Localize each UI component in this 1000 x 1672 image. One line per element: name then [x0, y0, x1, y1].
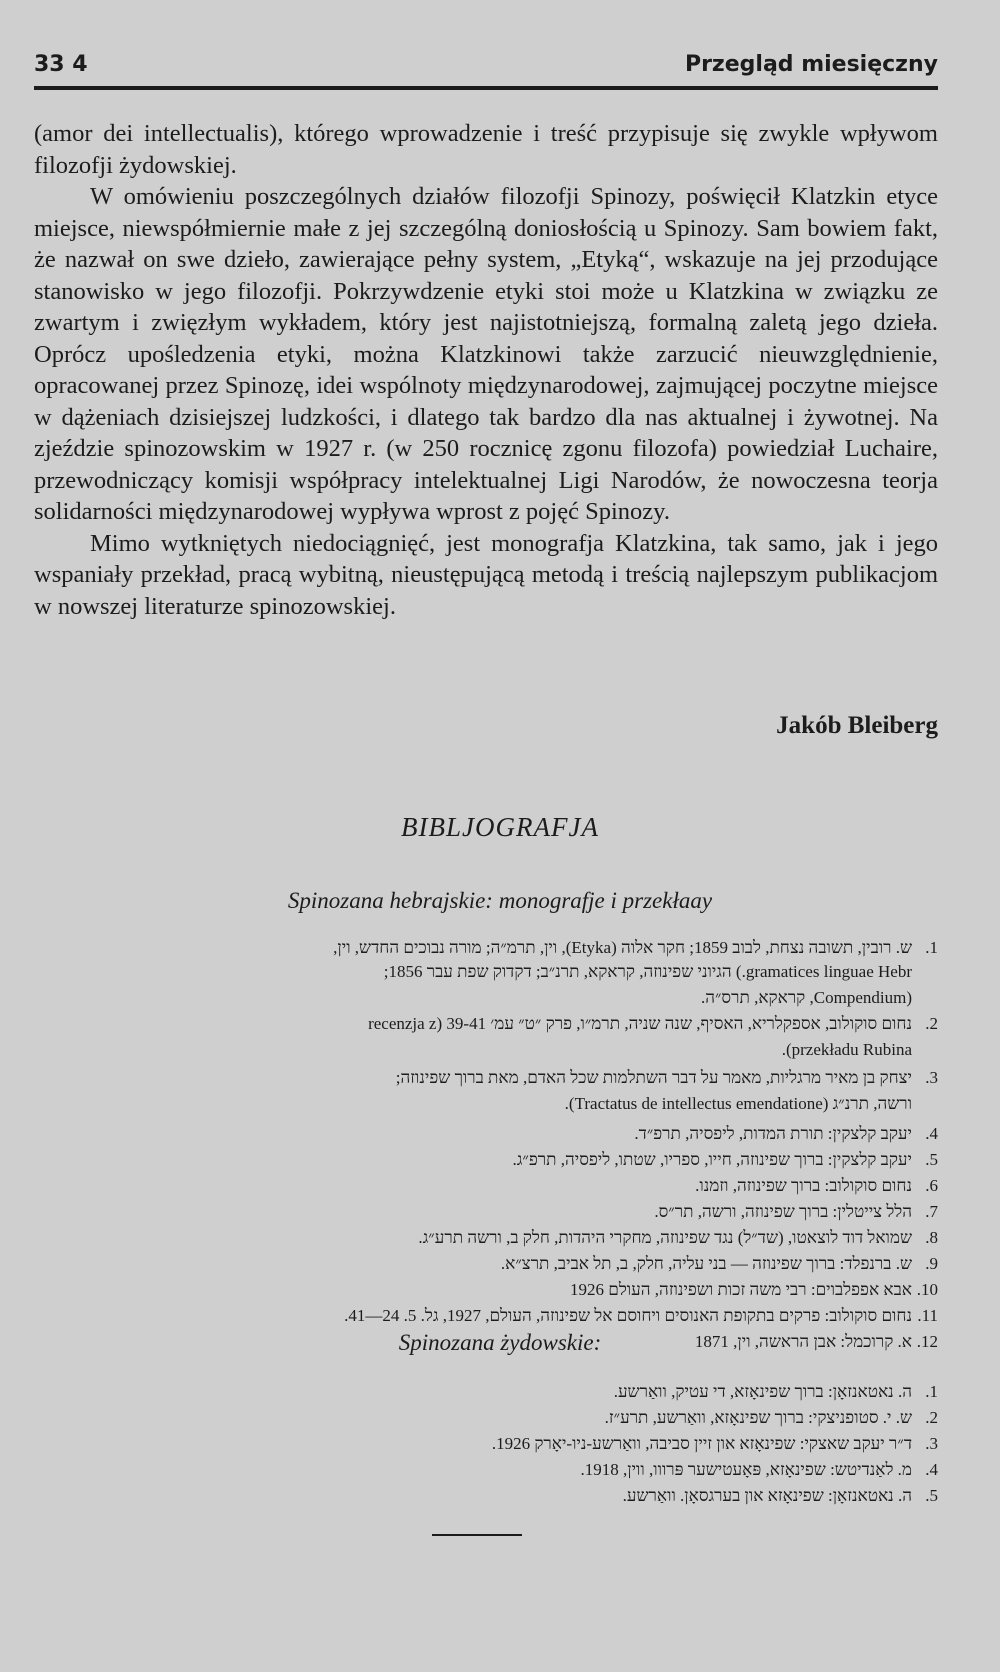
- entry-number: .11: [917, 1306, 938, 1325]
- entry-text: אבא אפפלבוים: רבי משה זכות ושפינוזה, העולם 1926: [569, 1280, 912, 1299]
- entry-text: יצחק בן מאיר מרגליות, מאמר על דבר השתלמות שכל האדם, מאת ברוך שפינוזה;: [395, 1068, 912, 1087]
- entry-number: .10: [916, 1280, 938, 1299]
- entry-text: ה. נאטאנזאָן: ברוך שפינאָזא, די עטיק, וואַרשע.: [613, 1382, 912, 1401]
- entry-text: ורשה, תרנ״ג (Tractatus de intellectus emendatione).: [564, 1094, 912, 1113]
- hebrew-entries: [34, 938, 938, 1358]
- entry-text: ד״ר יעקב שאצקי: שפינאָזא און זיין סביבה, וואַרשע-ניו-יאָרק 1926.: [491, 1434, 912, 1453]
- entry-number: .4: [925, 1124, 938, 1143]
- bib-entry: [34, 1150, 938, 1176]
- bib-entry: [34, 1124, 938, 1150]
- bibliography-title: BIBLJOGRAFJA: [401, 812, 599, 842]
- bib-entry-continuation: [34, 962, 938, 988]
- entry-number: .12: [916, 1332, 938, 1351]
- entry-text: gramatices linguae Hebr.) הגיוני שפינוזה, קראקא, תרנ״ב; דקדוק שפת עבר 1856;: [383, 962, 912, 981]
- entry-number: .3: [925, 1068, 938, 1087]
- bib-entry: [34, 1280, 938, 1306]
- entry-number: .5: [925, 1486, 938, 1505]
- page-number: 33 4: [34, 52, 88, 77]
- entry-text: הלל צייטלין: ברוך שפינוזה, ורשה, תר״ס.: [654, 1202, 912, 1221]
- entry-number: .6: [925, 1176, 938, 1195]
- entry-number: .5: [925, 1150, 938, 1169]
- entry-text: א. קרוכמל: אבן הראשה, וין, 1871: [694, 1332, 912, 1351]
- section-title-hebrew: Spinozana hebrajskie: monografje i przekłaay: [287, 888, 713, 913]
- entry-number: .2: [925, 1408, 938, 1427]
- bib-entry: [34, 1408, 938, 1434]
- paragraph-3: Mimo wytkniętych niedociągnięć, jest monografja Klatzkina, tak samo, jak i jego wspaniały przekład, pracą wybitną, nieustępującą metodą i treścią najlepszym publikacjom w nowszej literaturze spinozowskiej.: [34, 529, 938, 620]
- closing-rule: [432, 1534, 522, 1536]
- entry-text: ה. נאטאנזאָן: שפינאָזא און בערגסאָן. וואַרשע.: [622, 1486, 912, 1505]
- bib-entry: [34, 1228, 938, 1254]
- bib-entry: [34, 1202, 938, 1228]
- page-header: [34, 52, 938, 82]
- bib-entry: [34, 1434, 938, 1460]
- entry-text: ש. ברנפלד: ברוך שפינוזה — בני עליה, חלק, ב, תל אביב, תרצ״א.: [500, 1254, 912, 1273]
- entry-number: .7: [925, 1202, 938, 1221]
- entry-text: יעקב קלצקין: ברוך שפינוזה, חייו, ספריו, שטתו, ליפסיה, תרפ״ג.: [512, 1150, 912, 1169]
- bib-entry: [34, 1460, 938, 1486]
- entry-number: .8: [925, 1228, 938, 1247]
- bib-entry: [34, 1306, 938, 1332]
- running-title: Przegląd miesięczny: [684, 52, 938, 77]
- entry-text: מ. לאַנדיטש: שפינאָזא, פּאָעטישער פּרווו, ווין, 1918.: [580, 1460, 912, 1479]
- paragraph-1: (amor dei intellectualis), którego wprowadzenie i treść przypisuje się zwykle wpływom filozofji żydowskiej.: [34, 120, 938, 179]
- entry-number: .3: [925, 1434, 938, 1453]
- entry-text: נחום סוקולוב: פרקים בתקופת האנוסים ויחוסם אל שפינוזה, העולם, 1927, גל. 5. 24—41.: [344, 1306, 912, 1325]
- entry-text: ש. י. סטופניצקי: ברוך שפינאָזא, וואַרשע, תרע״ז.: [604, 1408, 912, 1427]
- entry-text: שמואל דוד לוצאטו, (שד״ל) נגד שפינוזה, מחקרי היהדות, חלק ב, ורשה תרע״ג.: [418, 1228, 912, 1247]
- bib-entry: [34, 1382, 938, 1408]
- entry-number: .9: [925, 1254, 938, 1273]
- entry-number: .4: [925, 1460, 938, 1479]
- entry-text: ש. רובין, תשובה נצחת, לבוב 1859; חקר אלוה (Etyka), וין, תרמ״ה; מורה נבוכים החדש, וין,: [333, 938, 912, 957]
- entry-text: יעקב קלצקין: תורת המדות, ליפסיה, תרפ״ד.: [634, 1124, 912, 1143]
- bib-entry: [34, 1068, 938, 1094]
- bib-entry: [34, 1486, 938, 1512]
- bib-entry: [34, 1176, 938, 1202]
- bib-entry-continuation: [34, 988, 938, 1014]
- entry-number: .1: [925, 938, 938, 957]
- bib-entry: [34, 1014, 938, 1040]
- entry-number: .2: [925, 1014, 938, 1033]
- yiddish-entries: [34, 1382, 938, 1512]
- entry-text: נחום סוקולוב: ברוך שפינוזה, וזמנו.: [695, 1176, 912, 1195]
- article-body: [34, 118, 938, 622]
- section-title-yiddish: Spinozana żydowskie:: [398, 1330, 602, 1355]
- paragraph-2: W omówieniu poszczególnych działów filozofji Spinozy, poświęcił Klatzkin etyce miejsce, niewspółmiernie małe z jej szczególną doniosłością u Spinozy. Sam bowiem fakt, że nazwał on swe dzieło, zawierające pełny system, „Etyką“, wskazuje na jej przodujące stanowisko w jego filozofji. Pokrzywdzenie etyki stoi może u Klatzkina w związku ze zwartym i zwięzłym wykładem, który jest najistotniejszą, formalną zaletą jego dzieła. Oprócz upośledzenia etyki, można Klatzkinowi także zarzucić nieuwzględnienie, opracowanej przez Spinozę, idei wspólnoty międzynarodowej, zajmującej poczytne miejsce w dążeniach dzisiejszej ludzkości, i dlatego tak bardzo dla nas aktualnej i żywotnej. Na zjeździe spinozowskim w 1927 r. (w 250 rocznicę zgonu filozofa) powiedział Luchaire, przewodniczący komisji współpracy intelektualnej Ligi Narodów, że nowoczesna teorja solidarności międzynarodowej wypływa wprost z pojęć Spinozy.: [34, 183, 938, 525]
- entry-text: נחום סוקולוב, אספקלריא, האסיף, שנה שניה, תרמ״ו, פרק ״ט״ עמ׳ 39-41 (recenzja z: [368, 1014, 912, 1033]
- header-rule: [34, 86, 938, 90]
- bib-entry-continuation: [34, 1040, 938, 1068]
- author-signature: Jakób Bleiberg: [776, 712, 938, 739]
- entry-text: (Compendium, קראקא, תרס״ה.: [700, 988, 912, 1007]
- entry-text: przekładu Rubina).: [781, 1040, 912, 1059]
- bib-entry-continuation: [34, 1094, 938, 1124]
- bib-entry: [34, 1254, 938, 1280]
- bib-entry: [34, 938, 938, 962]
- entry-number: .1: [925, 1382, 938, 1401]
